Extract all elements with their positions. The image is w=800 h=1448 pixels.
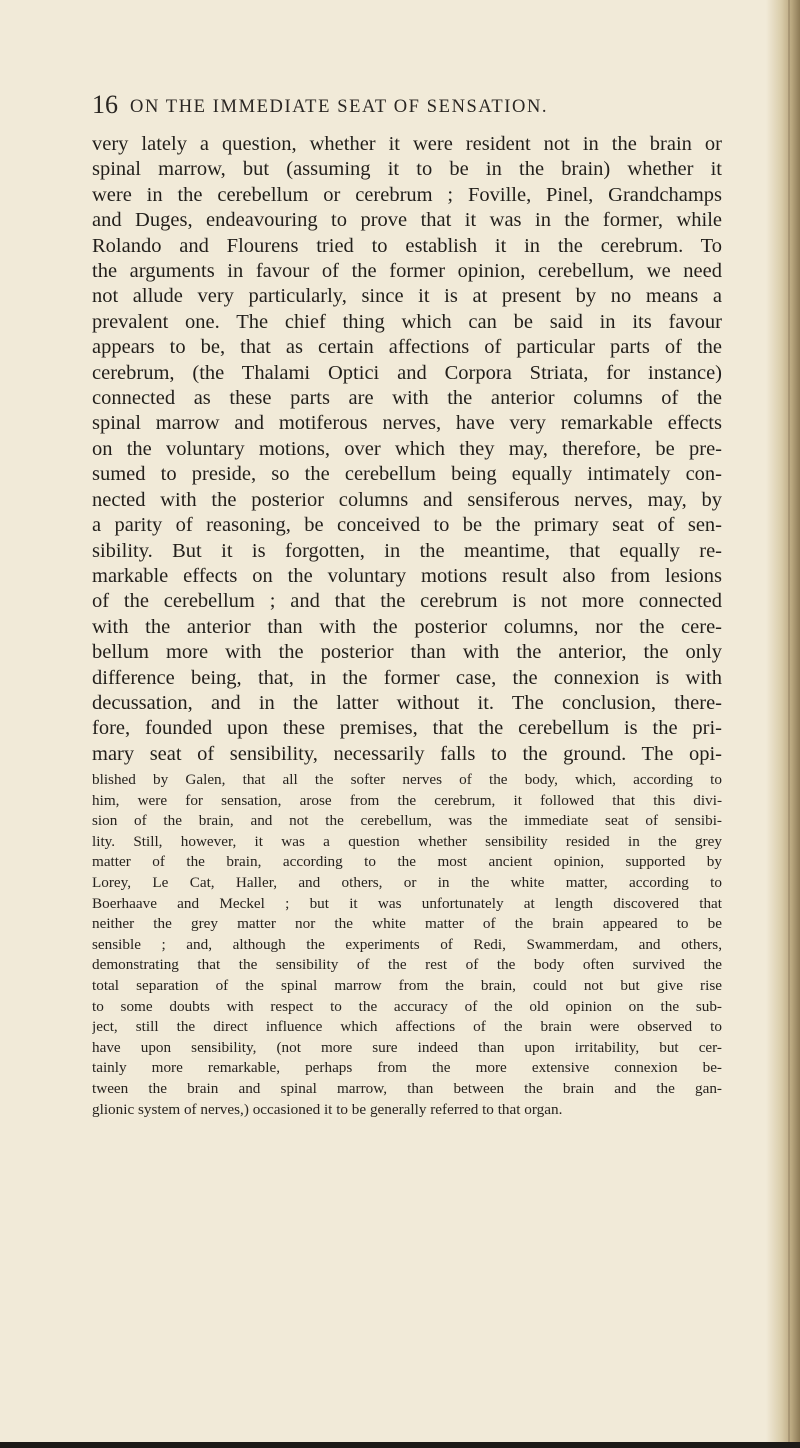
text-line: fore, founded upon these premises, that the cerebellum is the pri- <box>92 717 722 740</box>
text-line: sumed to preside, so the cerebellum being equally intimately con- <box>92 463 722 486</box>
footnote-line: demonstrating that the sensibility of the rest of the body often survived the <box>92 956 722 974</box>
text-line: were in the cerebellum or cerebrum ; Foville, Pinel, Grandchamps <box>92 183 722 206</box>
footnote-line: to some doubts with respect to the accuracy of the old opinion on the sub- <box>92 997 722 1015</box>
footnote-line: neither the grey matter nor the white matter of the brain appeared to be <box>92 915 722 933</box>
running-head <box>92 90 732 130</box>
footnote-line: total separation of the spinal marrow from the brain, could not but give rise <box>92 976 722 994</box>
footnote-line: Lorey, Le Cat, Haller, and others, or in the white matter, according to <box>92 873 722 891</box>
footnote-line: have upon sensibility, (not more sure indeed than upon irritability, but cer- <box>92 1038 722 1056</box>
text-line: of the cerebellum ; and that the cerebrum is not more connected <box>92 590 722 613</box>
footnote-line: ject, still the direct influence which affections of the brain were observed to <box>92 1018 722 1036</box>
footnote-line: lity. Still, however, it was a question whether sensibility resided in the grey <box>92 832 722 850</box>
footnote-line: sensible ; and, although the experiments of Redi, Swammerdam, and others, <box>92 935 722 953</box>
text-line: connected as these parts are with the anterior columns of the <box>92 387 722 410</box>
text-line: not allude very particularly, since it is at present by no means a <box>92 285 722 308</box>
footnote-line: him, were for sensation, arose from the cerebrum, it followed that this divi- <box>92 791 722 809</box>
text-line: spinal marrow and motiferous nerves, have very remarkable effects <box>92 412 722 435</box>
footnote-line: tween the brain and spinal marrow, than between the brain and the gan- <box>92 1079 722 1097</box>
text-line: the arguments in favour of the former opinion, cerebellum, we need <box>92 260 722 283</box>
footnote-line: tainly more remarkable, perhaps from the more extensive connexion be- <box>92 1059 722 1077</box>
text-line: cerebrum, (the Thalami Optici and Corpora Striata, for instance) <box>92 361 722 384</box>
text-line: on the voluntary motions, over which they may, therefore, be pre- <box>92 437 722 460</box>
footnote-line: matter of the brain, according to the most ancient opinion, supported by <box>92 853 722 871</box>
footnote-line: sion of the brain, and not the cerebellum, was the immediate seat of sensibi- <box>92 812 722 830</box>
text-line: very lately a question, whether it were resident not in the brain or <box>92 133 722 155</box>
text-line: markable effects on the voluntary motions result also from lesions <box>92 564 722 587</box>
footnote-line: glionic system of nerves,) occasioned it to be generally referred to that organ. <box>92 1100 563 1118</box>
footnote-line: Boerhaave and Meckel ; but it was unfortunately at length discovered that <box>92 894 722 912</box>
main-text-block <box>92 132 722 767</box>
text-line: with the anterior than with the posterior columns, nor the cere- <box>92 615 722 638</box>
text-line: prevalent one. The chief thing which can be said in its favour <box>92 310 722 333</box>
text-line: and Duges, endeavouring to prove that it was in the former, while <box>92 209 722 232</box>
page-edge-shadow <box>766 0 800 1448</box>
text-line: Rolando and Flourens tried to establish it in the cerebrum. To <box>92 234 722 257</box>
text-line: nected with the posterior columns and sensiferous nerves, may, by <box>92 488 722 511</box>
text-line: mary seat of sensibility, necessarily falls to the ground. The opi- <box>92 742 722 765</box>
page-number: 16 <box>92 90 118 119</box>
text-line: spinal marrow, but (assuming it to be in the brain) whether it <box>92 158 722 181</box>
text-line: appears to be, that as certain affections of particular parts of the <box>92 336 722 359</box>
footnote-block <box>92 770 722 1120</box>
running-title: ON THE IMMEDIATE SEAT OF SENSATION. <box>130 97 549 117</box>
footnote-line: blished by Galen, that all the softer nerves of the body, which, according to <box>92 771 722 788</box>
text-line: bellum more with the posterior than with the anterior, the only <box>92 641 722 664</box>
bottom-dark-edge <box>0 1442 800 1448</box>
text-line: a parity of reasoning, be conceived to be the primary seat of sen- <box>92 514 722 537</box>
text-line: difference being, that, in the former case, the connexion is with <box>92 666 722 689</box>
text-line: decussation, and in the latter without it. The conclusion, there- <box>92 691 722 714</box>
page-edge-line <box>788 0 790 1448</box>
text-line: sibility. But it is forgotten, in the meantime, that equally re- <box>92 539 722 562</box>
